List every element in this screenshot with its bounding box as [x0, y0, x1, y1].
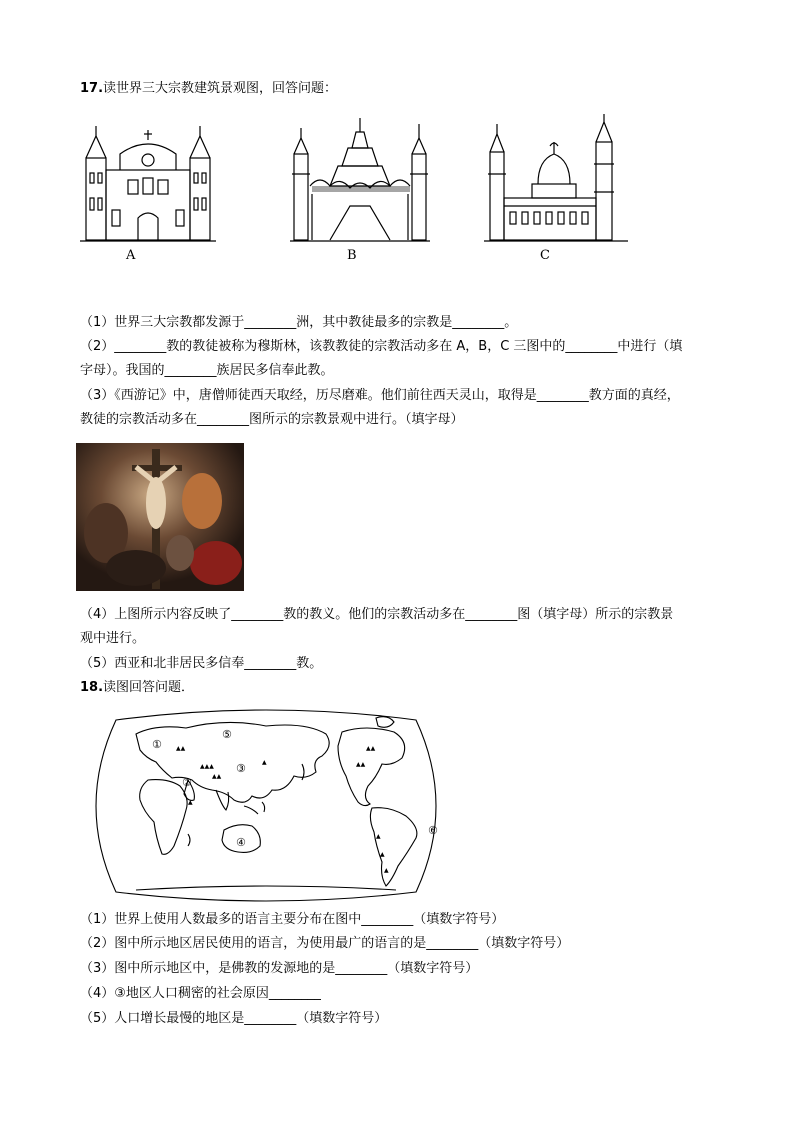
q18-line-2: （2）图中所示地区居民使用的语言，为使用最广的语言的是________（填数字符号）	[80, 936, 570, 951]
svg-text:▲: ▲	[380, 851, 385, 858]
svg-text:▲▲: ▲▲	[176, 745, 186, 752]
map-marker-3: ③	[236, 762, 246, 775]
svg-text:▲▲: ▲▲	[366, 745, 376, 752]
figure-label-c: C	[540, 248, 550, 263]
q18-heading	[80, 677, 194, 699]
q17-line-2: （2）________教的教徒被称为穆斯林，该教教徒的宗教活动多在 A，B，C 三图中的________中进行（填	[80, 339, 683, 354]
q17-title: 读世界三大宗教建筑景观图，回答问题：	[103, 81, 338, 96]
map-marker-2: ②	[182, 776, 192, 789]
svg-text:▲: ▲	[262, 759, 267, 766]
svg-text:▲: ▲	[384, 867, 389, 874]
q17-number: 17.	[80, 81, 104, 96]
svg-text:▲▲: ▲▲	[212, 773, 222, 780]
world-map	[76, 706, 456, 902]
q17-heading	[80, 78, 337, 100]
svg-text:▲▲: ▲▲	[356, 761, 366, 768]
figure-label-b: B	[347, 248, 357, 263]
q18-line-3: （3）图中所示地区中，是佛教的发源地的是________（填数字符号）	[80, 961, 479, 976]
map-marker-6: ⑥	[428, 824, 438, 837]
q18-number: 18.	[80, 680, 104, 695]
q18-line-4: （4）③地区人口稠密的社会原因________	[80, 986, 321, 1001]
q18-line-1: （1）世界上使用人数最多的语言主要分布在图中________（填数字符号）	[80, 912, 505, 927]
q17-line-6: （4）上图所示内容反映了________教的教义。他们的宗教活动多在________图（填字母）所示的宗教景	[80, 607, 674, 622]
q17-line-4: （3）《西游记》中，唐僧师徒西天取经，历尽磨难。他们前往西天灵山，取得是________教方面的真经，	[80, 388, 680, 403]
crucifixion-painting	[76, 443, 244, 591]
svg-text:▲▲▲: ▲▲▲	[200, 763, 214, 770]
map-marker-1: ①	[152, 738, 162, 751]
svg-text:▲: ▲	[376, 833, 381, 840]
figure-label-a: A	[126, 248, 136, 263]
q17-line-7: 观中进行。	[80, 631, 146, 646]
church-illustration	[80, 118, 216, 246]
q17-line-8: （5）西亚和北非居民多信奉________教。	[80, 656, 323, 671]
q18-title: 读图回答问题．	[103, 680, 195, 695]
pagoda-illustration	[290, 114, 430, 246]
q18-line-5: （5）人口增长最慢的地区是________（填数字符号）	[80, 1011, 388, 1026]
q17-line-3: 字母）。我国的________族居民多信奉此教。	[80, 363, 334, 378]
q17-line-5: 教徒的宗教活动多在________图所示的宗教景观中进行。（填字母）	[80, 412, 464, 427]
map-marker-5: ⑤	[222, 728, 232, 741]
mosque-illustration	[484, 112, 628, 246]
map-marker-4: ④	[236, 836, 246, 849]
q17-line-1: （1）世界三大宗教都发源于________洲，其中教徒最多的宗教是________。	[80, 315, 518, 330]
svg-text:▲: ▲	[188, 799, 193, 806]
